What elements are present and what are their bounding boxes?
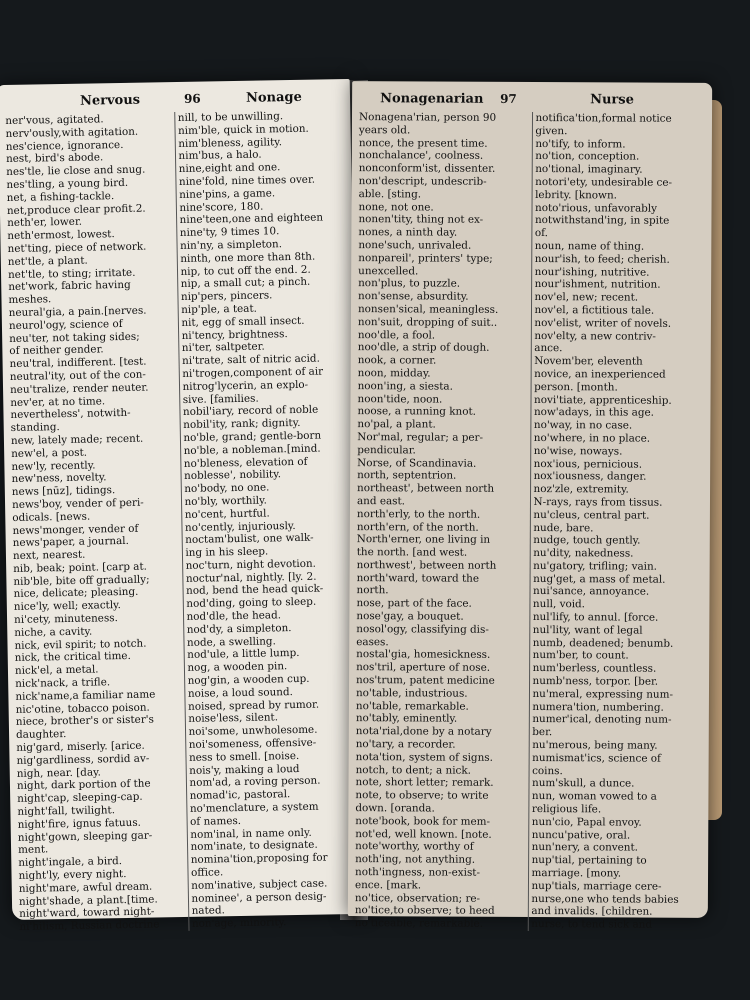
dictionary-entry: numb'ness, torpor. [ber.	[532, 675, 659, 688]
dictionary-entry: ni'trogen,component of air	[182, 365, 324, 380]
dictionary-entry: Nonagena'rian, person 90	[358, 111, 497, 124]
dictionary-entry: nook, a corner.	[357, 354, 437, 367]
dictionary-entry: nour'ish, to feed; cherish.	[534, 252, 670, 266]
dictionary-entry: numera'tion, numbering.	[532, 700, 664, 714]
left-column-1	[2, 112, 189, 934]
dictionary-entry: noto'rious, unfavorably	[534, 201, 658, 215]
dictionary-entry: Nor'mal, regular; a per-	[357, 431, 484, 444]
dictionary-entry: nip, a small cut; a pinch.	[180, 276, 311, 291]
dictionary-entry: nug'get, a mass of metal.	[533, 572, 666, 586]
right-guide-word-end: Nurse	[590, 92, 634, 108]
dictionary-entry: nin'ny, a simpleton.	[179, 238, 283, 252]
dictionary-entry: neu'ter, not taking sides;	[9, 330, 140, 345]
dictionary-entry: night'fall, twilight.	[17, 804, 116, 818]
dictionary-entry: nonen'tity, thing not ex-	[358, 213, 484, 227]
dictionary-entry: nu'merous, being many.	[532, 739, 658, 752]
dictionary-entry: nom'inal, in name only.	[190, 826, 312, 841]
dictionary-entry: nones, a ninth day.	[358, 226, 458, 239]
dictionary-entry: ment.	[17, 843, 49, 857]
dictionary-entry: new'el, a post.	[11, 446, 88, 460]
dictionary-entry: nine'score, 180.	[179, 200, 264, 214]
dictionary-entry: new, lately made; recent.	[10, 432, 144, 447]
dictionary-entry: noised, spread by rumor.	[188, 698, 320, 713]
dictionary-entry: no'tify, to inform.	[535, 137, 626, 151]
dictionary-entry: nui'sance, annoyance.	[532, 585, 650, 599]
dictionary-entry: no'table, remarkable.	[355, 699, 469, 713]
dictionary-entry: non'sense, absurdity.	[358, 290, 469, 303]
dictionary-entry: sive. [families.	[182, 392, 259, 406]
dictionary-entry: person. [month.	[534, 380, 618, 394]
dictionary-entry: nit, egg of small insect.	[181, 314, 305, 329]
dictionary-entry: niche, a cavity.	[14, 625, 93, 639]
dictionary-entry: num'skull, a dunce.	[531, 777, 635, 790]
dictionary-entry: north'ward, toward the	[356, 571, 480, 585]
dictionary-entry: nice'ly, well; exactly.	[13, 599, 122, 614]
dictionary-entry: next, nearest.	[12, 548, 86, 563]
dictionary-entry: nov'elty, a new contriv-	[534, 329, 656, 343]
dictionary-entry: nul'lity, want of legal	[532, 623, 643, 637]
dictionary-entry: nod, bend the head quick-	[186, 583, 324, 598]
dictionary-entry: nip'pers, pincers.	[180, 289, 273, 304]
dictionary-entry: nox'iousness, danger.	[533, 470, 647, 483]
dictionary-entry: unexcelled.	[358, 264, 419, 277]
dictionary-entry: noo'dle, a strip of dough.	[357, 341, 490, 355]
dictionary-entry: nomina'tion,proposing for	[190, 851, 328, 867]
dictionary-entry: node, a swelling.	[186, 635, 276, 649]
dictionary-entry: nill, to be unwilling.	[177, 110, 284, 124]
dictionary-entry: num'berless, countless.	[532, 662, 657, 675]
dictionary-entry: nick, the critical time.	[14, 650, 131, 665]
dictionary-entry: no'tice, observation; re-	[354, 891, 481, 905]
dictionary-entry: net, a fishing-tackle.	[6, 189, 115, 204]
dictionary-entry: nonce, the present time.	[358, 136, 488, 150]
dictionary-entry: new'ly, recently.	[11, 459, 96, 473]
dictionary-entry: notori'ety, undesirable ce-	[535, 176, 673, 189]
left-column-2	[175, 109, 361, 931]
dictionary-entry: no'cent, hurtful.	[184, 507, 270, 521]
dictionary-entry: nine'teen,one and eighteen	[179, 211, 324, 227]
dictionary-entry: daughter.	[15, 728, 67, 742]
dictionary-entry: neurol'ogy, science of	[8, 317, 123, 332]
dictionary-entry: nurse,one who tends babies	[531, 892, 679, 906]
dictionary-entry: night'fire, ignus fatuus.	[17, 816, 142, 831]
dictionary-entry: nigh, near. [day.	[16, 766, 101, 780]
dictionary-entry: no'body, no one.	[184, 481, 270, 496]
dictionary-entry: noctam'bulist, one walk-	[185, 531, 314, 547]
dictionary-entry: nig'gardliness, sordid av-	[16, 752, 150, 767]
dictionary-entry: noctur'nal, nightly. [ly. 2.	[185, 570, 317, 585]
dictionary-entry: nonchalance', coolness.	[358, 149, 484, 163]
dictionary-entry: neu'tral, indifferent. [test.	[9, 355, 147, 371]
dictionary-entry: nomad'ic, pastoral.	[189, 788, 291, 803]
dictionary-entry: noblesse', nobility.	[183, 468, 282, 483]
dictionary-entry: noo'dle, a fool.	[357, 328, 436, 342]
dictionary-entry: no'menclature, a system	[189, 800, 319, 815]
dictionary-entry: marriage. [mony.	[531, 867, 622, 880]
dictionary-entry: of neither gender.	[9, 343, 104, 358]
left-guide-word-end: Nonage	[245, 89, 302, 106]
dictionary-entry: nated.	[191, 904, 225, 918]
dictionary-entry: net'work, fabric having	[8, 279, 131, 294]
dictionary-entry: nov'el, new; recent.	[534, 291, 639, 304]
dictionary-entry: nostal'gia, homesickness.	[356, 648, 491, 662]
dictionary-entry: ber.	[532, 726, 553, 739]
dictionary-entry: nes'tling, a young bird.	[6, 176, 129, 191]
dictionary-entry: niece, brother's or sister's	[15, 713, 155, 729]
dictionary-entry: noi'some, unwholesome.	[188, 723, 318, 739]
dictionary-entry: nim'bus, a halo.	[178, 148, 262, 163]
dictionary-entry: nup'tials, marriage cere-	[531, 879, 662, 893]
dictionary-entry: nog'gin, a wooden cup.	[187, 672, 310, 687]
dictionary-entry: nic'otine, tobacco poison.	[15, 701, 150, 716]
dictionary-entry: night'cap, sleeping-cap.	[17, 790, 143, 806]
left-page	[0, 79, 364, 934]
dictionary-entry: able. [sting.	[358, 187, 422, 201]
dictionary-entry: nu'meral, expressing num-	[532, 687, 674, 701]
dictionary-entry: nour'ishing, nutritive.	[534, 265, 650, 279]
dictionary-entry: new'ness, novelty.	[11, 471, 107, 486]
dictionary-entry: night'ly, every night.	[18, 868, 127, 882]
dictionary-entry: nonsen'sical, meaningless.	[357, 303, 499, 316]
dictionary-entry: nonconform'ist, dissenter.	[358, 162, 496, 176]
dictionary-entry: northeast', between north	[357, 482, 495, 495]
dictionary-entry: given.	[535, 124, 568, 137]
dictionary-entry: nerv'ously,with agitation.	[5, 125, 139, 140]
dictionary-entry: no'tice,to observe; to heed	[354, 904, 495, 918]
dictionary-entry: night, dark portion of the	[16, 778, 151, 793]
dictionary-entry: coins.	[532, 764, 563, 777]
right-page	[348, 81, 712, 931]
dictionary-entry: novice, an inexperienced	[534, 367, 666, 381]
dictionary-entry: nick'name,a familiar name	[15, 688, 156, 703]
dictionary-entry: net'ting, piece of network.	[7, 240, 147, 255]
dictionary-entry: net'tle, a plant.	[7, 254, 88, 268]
dictionary-entry: noon, midday.	[357, 367, 431, 380]
dictionary-entry: noth'ing, not anything.	[355, 853, 476, 866]
dictionary-entry: office.	[190, 866, 224, 879]
right-column-1	[352, 111, 533, 931]
dictionary-entry: none, not one.	[358, 200, 434, 214]
dictionary-entry: nurse, to tend sick and	[531, 918, 653, 931]
dictionary-entry: note, short letter; remark.	[355, 776, 494, 790]
dictionary-entry: nom'inate, to designate.	[190, 839, 318, 854]
dictionary-entry: numer'ical, denoting num-	[532, 713, 672, 727]
dictionary-entry: ni'cety, minuteness.	[13, 612, 118, 627]
dictionary-entry: meshes.	[8, 293, 52, 307]
dictionary-entry: ni'ter, saltpeter.	[181, 340, 265, 355]
dictionary-entry: news'monger, vender of	[12, 522, 139, 537]
dictionary-entry: nup'tial, pertaining to	[531, 854, 647, 867]
dictionary-entry: night'gown, sleeping gar-	[17, 829, 153, 844]
dictionary-entry: North'erner, one living in	[356, 533, 491, 547]
dictionary-entry: ance.	[534, 342, 563, 355]
dictionary-entry: nig'gard, miserly. [arice.	[16, 739, 145, 754]
dictionary-entry: nod'dy, a simpleton.	[186, 621, 292, 636]
dictionary-entry: north, septentrion.	[357, 469, 457, 482]
dictionary-entry: neth'ermost, lowest.	[7, 228, 115, 243]
dictionary-entry: nog, a wooden pin.	[187, 660, 288, 675]
dictionary-entry: no'tary, a recorder.	[355, 738, 456, 751]
dictionary-entry: of names.	[190, 814, 242, 828]
right-column-2	[528, 112, 708, 932]
dictionary-entry: eases.	[356, 635, 389, 648]
dictionary-entry: nu'cleus, central part.	[533, 508, 650, 522]
dictionary-entry: no'where, in no place.	[533, 431, 651, 445]
dictionary-entry: notwithstand'ing, in spite	[534, 214, 670, 228]
dictionary-entry: num'ber, to count.	[532, 649, 629, 662]
dictionary-entry: nour'ishment, nutrition.	[534, 278, 661, 292]
left-guide-word: Nervous	[79, 92, 141, 109]
dictionary-entry: nun, woman vowed to a	[531, 790, 657, 803]
dictionary-entry: non'age, minority.	[191, 916, 287, 931]
dictionary-entry: numb, deadened; benumb.	[532, 636, 674, 650]
dictionary-entry: neu'tralize, render neuter.	[9, 381, 149, 396]
dictionary-entry: nine'pins, a game.	[179, 187, 276, 201]
right-page-header	[352, 81, 712, 113]
dictionary-entry: noun, name of thing.	[534, 239, 645, 253]
dictionary-entry: note'book, book for mem-	[355, 814, 491, 828]
dictionary-entry: non'descript, undescrib-	[358, 175, 487, 188]
dictionary-entry: none'such, unrivaled.	[358, 239, 472, 252]
dictionary-entry: night'shade, a plant.[time.	[18, 893, 158, 908]
dictionary-entry: nine,eight and one.	[178, 161, 281, 176]
dictionary-entry: ness to smell. [noise.	[188, 749, 300, 764]
dictionary-entry: nude, bare.	[533, 521, 594, 534]
dictionary-entry: noise, a loud sound.	[187, 685, 293, 700]
dictionary-entry: nov'el, a fictitious tale.	[534, 303, 655, 317]
dictionary-entry: nun'cio, Papal envoy.	[531, 815, 642, 829]
dictionary-entry: nu'gatory, trifling; vain.	[533, 559, 658, 573]
dictionary-entry: novi'tiate, apprenticeship.	[533, 393, 672, 407]
dictionary-entry: neutral'ity, out of the con-	[9, 368, 146, 383]
dictionary-entry: nobil'iary, record of noble	[182, 403, 319, 419]
dictionary-entry: nois'y, making a loud	[189, 762, 300, 777]
dictionary-entry: no'bleness, elevation of	[183, 455, 308, 470]
dictionary-entry: the north. [and west.	[356, 546, 468, 559]
dictionary-entry: neth'er, lower.	[7, 216, 83, 230]
dictionary-entry: and east.	[356, 495, 406, 508]
dictionary-entry: nevertheless', notwith-	[10, 407, 131, 422]
dictionary-entry: nox'ious, pernicious.	[533, 457, 643, 471]
dictionary-entry: nom'ad, a roving person.	[189, 775, 321, 790]
dictionary-entry: no'tional, imaginary.	[535, 163, 643, 176]
dictionary-entry: no'cently, injuriously.	[184, 519, 296, 534]
dictionary-entry: north.	[356, 584, 389, 597]
dictionary-entry: nov'elist, writer of novels.	[534, 316, 672, 330]
dictionary-entry: nick'nack, a trifle.	[15, 676, 111, 690]
dictionary-entry: noi'someness, offensive-	[188, 736, 317, 751]
dictionary-entry: north'erly, to the north.	[356, 507, 481, 521]
dictionary-entry: no'ble, a nobleman.[mind.	[183, 442, 321, 457]
dictionary-entry: nom'inative, subject case.	[191, 877, 328, 892]
dictionary-entry: nu'dity, nakedness.	[533, 547, 634, 560]
dictionary-entry: nun'nery, a convent.	[531, 841, 639, 854]
dictionary-entry: nip'ple, a teat.	[181, 302, 258, 316]
dictionary-entry: nice, delicate; pleasing.	[13, 586, 139, 601]
dictionary-entry: religious life.	[531, 803, 602, 816]
dictionary-entry: now'adays, in this age.	[533, 406, 654, 419]
dictionary-entry: no'ticeable, remarkable.	[354, 917, 484, 930]
dictionary-entry: no'pal, a plant.	[357, 418, 436, 431]
dictionary-entry: no'wise, noways.	[533, 444, 623, 458]
dictionary-entry: nib'ble, bite off gradually;	[13, 573, 150, 588]
left-page-header	[0, 79, 350, 115]
dictionary-entry: no'table, industrious.	[355, 686, 468, 700]
dictionary-entry: nota'rial,done by a notary	[355, 725, 492, 739]
dictionary-entry: note'worthy, worthy of	[355, 840, 474, 854]
dictionary-entry: ing in his sleep.	[185, 545, 269, 560]
dictionary-entry: nonpareil', printers' type;	[358, 251, 493, 265]
dictionary-entry: news'boy, vender of peri-	[11, 496, 144, 511]
dictionary-entry: nes'tle, lie close and snug.	[6, 163, 146, 179]
dictionary-entry: nose'gay, a bouquet.	[356, 610, 464, 623]
dictionary-entry: news'paper, a journal.	[12, 535, 129, 550]
dictionary-entry: N-rays, rays from tissus.	[533, 495, 663, 509]
right-guide-word: Nonagenarian	[380, 91, 484, 107]
dictionary-entry: northwest', between north	[356, 558, 497, 572]
dictionary-entry: of.	[534, 227, 548, 240]
dictionary-entry: nudge, touch gently.	[533, 534, 641, 547]
dictionary-entry: Norse, of Scandinavia.	[357, 456, 477, 470]
dictionary-entry: nest, bird's abode.	[5, 151, 104, 166]
dictionary-entry: lebrity. [known.	[535, 188, 618, 202]
dictionary-entry: nib, beak; point. [carp at.	[13, 560, 148, 575]
dictionary-entry: notifica'tion,formal notice	[535, 112, 672, 125]
dictionary-entry: nick'el, a metal.	[14, 663, 99, 678]
dictionary-entry: noon'ing, a siesta.	[357, 379, 453, 393]
right-page-number: 97	[500, 91, 517, 106]
dictionary-entry: no'bly, worthily.	[184, 494, 267, 508]
dictionary-entry: nuncu'pative, oral.	[531, 828, 631, 842]
dictionary-entry: non'plus, to puzzle.	[358, 277, 461, 290]
dictionary-entry: net'tle, to sting; irritate.	[7, 266, 136, 281]
dictionary-entry: null, void.	[532, 598, 586, 611]
dictionary-entry: nod'dle, the head.	[186, 609, 282, 623]
dictionary-entry: odicals. [news.	[12, 510, 91, 524]
dictionary-entry: noth'ingness, non-exist-	[355, 866, 481, 879]
dictionary-entry: nul'lify, to annul. [force.	[532, 611, 659, 624]
dictionary-entry: down. [oranda.	[355, 802, 435, 815]
dictionary-entry: nominee', a person desig-	[191, 890, 327, 905]
dictionary-entry: no'ble, grand; gentle-born	[183, 429, 322, 444]
dictionary-entry: not'ed, well known. [note.	[355, 827, 492, 841]
dictionary-entry: nose, part of the face.	[356, 597, 472, 610]
dictionary-entry: nosol'ogy, classifying dis-	[356, 622, 489, 636]
dictionary-entry: no'tion, conception.	[535, 150, 640, 163]
dictionary-entry: noz'zle, extremity.	[533, 483, 629, 496]
dictionary-entry: nos'trum, patent medicine	[356, 674, 495, 687]
dictionary-entry: nim'bleness, agility.	[178, 135, 283, 150]
dictionary-entry: ni'trate, salt of nitric acid.	[181, 352, 320, 368]
dictionary-entry: ninth, one more than 8th.	[180, 250, 316, 265]
dictionary-entry: years old.	[358, 123, 411, 137]
dictionary-entry: noose, a running knot.	[357, 405, 477, 419]
dictionary-entry: news [nūz], tidings.	[11, 484, 116, 499]
dictionary-entry: neural'gia, a pain.[nerves.	[8, 304, 147, 319]
dictionary-entry: Novem'ber, eleventh	[534, 355, 643, 368]
dictionary-entry: night'ingale, a bird.	[18, 855, 123, 870]
dictionary-entry: nes'cience, ignorance.	[5, 138, 124, 153]
dictionary-entry: noise'less, silent.	[188, 711, 279, 726]
dictionary-entry: nine'ty, 9 times 10.	[179, 225, 280, 240]
dictionary-entry: ni'tency, brightness.	[181, 327, 288, 342]
dictionary-entry: nim'ble, quick in motion.	[177, 122, 309, 137]
dictionary-entry: net,produce clear profit.2.	[6, 202, 146, 217]
dictionary-entry: nota'tion, system of signs.	[355, 750, 493, 764]
left-page-number: 96	[183, 91, 201, 106]
dictionary-entry: ner'vous, agitated.	[5, 113, 104, 128]
dictionary-entry: noon'tide, noon.	[357, 392, 443, 406]
dictionary-entry: no'tably, eminently.	[355, 712, 458, 726]
dictionary-entry: nos'tril, aperture of nose.	[356, 661, 491, 675]
dictionary-entry: notch, to dent; a nick.	[355, 763, 472, 777]
dictionary-entry: nobil'ity, rank; dignity.	[183, 417, 301, 432]
dictionary-entry: non'suit, dropping of suit..	[357, 315, 498, 329]
dictionary-entry: nip, to cut off the end. 2.	[180, 263, 311, 278]
dictionary-entry: north'ern, of the north.	[356, 520, 479, 534]
dictionary-entry: and invalids. [children.	[531, 905, 653, 919]
dictionary-entry: ni'hilism, Russian doctrine	[19, 918, 160, 934]
dictionary-entry: noc'turn, night devotion.	[185, 557, 317, 572]
dictionary-entry: nod'ding, going to sleep.	[186, 595, 317, 611]
dictionary-entry: nick, evil spirit; to notch.	[14, 637, 147, 652]
dictionary-entry: nine'fold, nine times over.	[178, 173, 316, 188]
dictionary-entry: night'mare, awful dream.	[18, 880, 153, 895]
dictionary-entry: note, to observe; to write	[355, 789, 489, 803]
dictionary-entry: standing.	[10, 421, 60, 435]
dictionary-entry: ence. [mark.	[354, 878, 422, 892]
dictionary-entry: nod'ule, a little lump.	[187, 647, 300, 662]
dictionary-entry: nev'er, at no time.	[10, 394, 106, 409]
dictionary-entry: nitrog'lycerin, an explo-	[182, 378, 309, 393]
dictionary-entry: pendicular.	[357, 443, 416, 457]
dictionary-entry: night'ward, toward night-	[19, 905, 155, 921]
dictionary-entry: no'way, in no case.	[533, 419, 633, 432]
dictionary-entry: numismat'ics, science of	[532, 751, 661, 765]
